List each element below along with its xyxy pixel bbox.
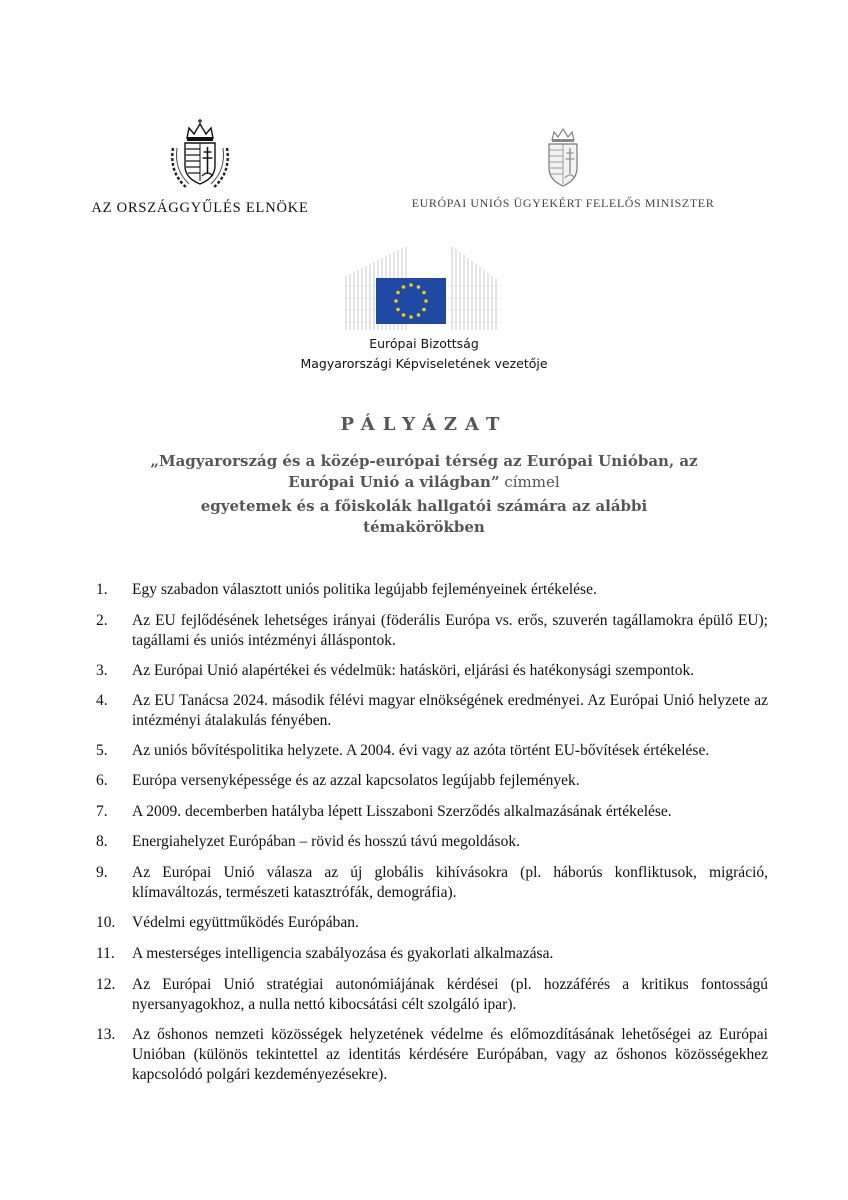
- header-speaker: [80, 118, 320, 217]
- list-item: [96, 944, 768, 964]
- item-text: Európa versenyképessége és az azzal kapcsolatos legújabb fejlemények.: [132, 772, 580, 789]
- list-item: [96, 1025, 768, 1085]
- item-number: 11.: [96, 945, 115, 962]
- item-text: Az uniós bővítéspolitika helyzete. A 2004. évi vagy az azóta történt EU-bővítések értékelése.: [132, 742, 710, 759]
- list-item: [96, 771, 768, 791]
- subtitle-suffix: címmel: [499, 473, 560, 491]
- item-text: Az Európai Unió stratégiai autonómiájának kérdései (pl. hozzáférés a kritikus fontosságú nyersanyagokhoz, a nulla nettó kibocsátási célt szolgáló ipar).: [132, 976, 768, 1013]
- list-item: [96, 832, 768, 852]
- item-number: 10.: [96, 914, 116, 931]
- hungarian-coat-of-arms-icon: [543, 126, 583, 190]
- competition-subtitle: [100, 451, 748, 493]
- audience-text: [150, 496, 698, 538]
- list-item: [96, 863, 768, 903]
- item-text: A 2009. decemberben hatályba lépett Lisszaboni Szerződés alkalmazásának értékelése.: [132, 803, 672, 820]
- subtitle-line-1: „Magyarország és a közép-európai térség az Európai Unióban, az: [150, 452, 698, 470]
- list-item: [96, 661, 768, 681]
- hungarian-coat-of-arms-icon: [165, 118, 235, 196]
- list-item: [96, 611, 768, 651]
- list-item: [96, 802, 768, 822]
- item-text: Az Európai Unió alapértékei és védelmük: hatásköri, eljárási és hatékonysági szempontok.: [132, 662, 695, 679]
- audience-line-2: témakörökben: [363, 518, 485, 536]
- item-number: 6.: [96, 772, 108, 789]
- list-item: [96, 691, 768, 731]
- item-text: Az EU Tanácsa 2024. második félévi magyar elnökségének eredményei. Az Európai Unió helyzete az intézményi átalakulás fényében.: [132, 692, 768, 729]
- item-number: 12.: [96, 976, 116, 993]
- subtitle-line-2-wrap: [100, 472, 748, 493]
- list-item: [96, 975, 768, 1015]
- item-number: 8.: [96, 833, 108, 850]
- item-text: Az őshonos nemzeti közösségek helyzetének védelme és előmozdításának lehetőségei az Európai Unióban (különös tekintettel az identitás kérdésére Európában, vagy az őshonos közösségekhez kapcsolódó polgári kezdeményezésekre).: [132, 1026, 768, 1083]
- item-text: Egy szabadon választott uniós politika legújabb fejleményeinek értékelése.: [132, 581, 597, 598]
- item-number: 3.: [96, 662, 108, 679]
- speaker-title: AZ ORSZÁGGYŰLÉS ELNÖKE: [91, 200, 309, 216]
- item-text: Energiahelyzet Európában – rövid és hosszú távú megoldások.: [132, 833, 520, 850]
- item-number: 9.: [96, 864, 108, 881]
- page-title: PÁLYÁZAT: [340, 414, 508, 435]
- item-number: 1.: [96, 581, 108, 598]
- ec-line-1: Európai Bizottság: [369, 336, 479, 351]
- item-text: Az Európai Unió válasza az új globális kihívásokra (pl. háborús konfliktusok, migráció, klímaváltozás, természeti katasztrófák, demográfia).: [132, 864, 768, 901]
- item-text: Az EU fejlődésének lehetséges irányai (föderális Európa vs. erős, szuverén tagállamokra épülő EU); tagállami és uniós intézményi álláspontok.: [132, 612, 768, 649]
- list-item: [96, 741, 768, 761]
- audience-line-1: egyetemek és a főiskolák hallgatói számára az alábbi: [200, 497, 648, 515]
- list-item: [96, 913, 768, 933]
- topic-list: [96, 580, 768, 1095]
- list-item: [96, 580, 768, 600]
- european-commission-logo-icon: [344, 246, 504, 332]
- ec-representation-label: [200, 334, 648, 374]
- item-number: 13.: [96, 1026, 116, 1043]
- subtitle-line-2: Európai Unió a világban”: [288, 473, 500, 491]
- item-number: 5.: [96, 742, 108, 759]
- header-minister: [398, 126, 728, 211]
- item-number: 2.: [96, 612, 108, 629]
- item-number: 7.: [96, 803, 108, 820]
- item-number: 4.: [96, 692, 108, 709]
- item-text: A mesterséges intelligencia szabályozása és gyakorlati alkalmazása.: [132, 945, 554, 962]
- minister-title: EURÓPAI UNIÓS ÜGYEKÉRT FELELŐS MINISZTER: [411, 196, 715, 210]
- item-text: Védelmi együttműködés Európában.: [132, 914, 359, 931]
- ec-line-2: Magyarországi Képviseletének vezetője: [300, 356, 548, 371]
